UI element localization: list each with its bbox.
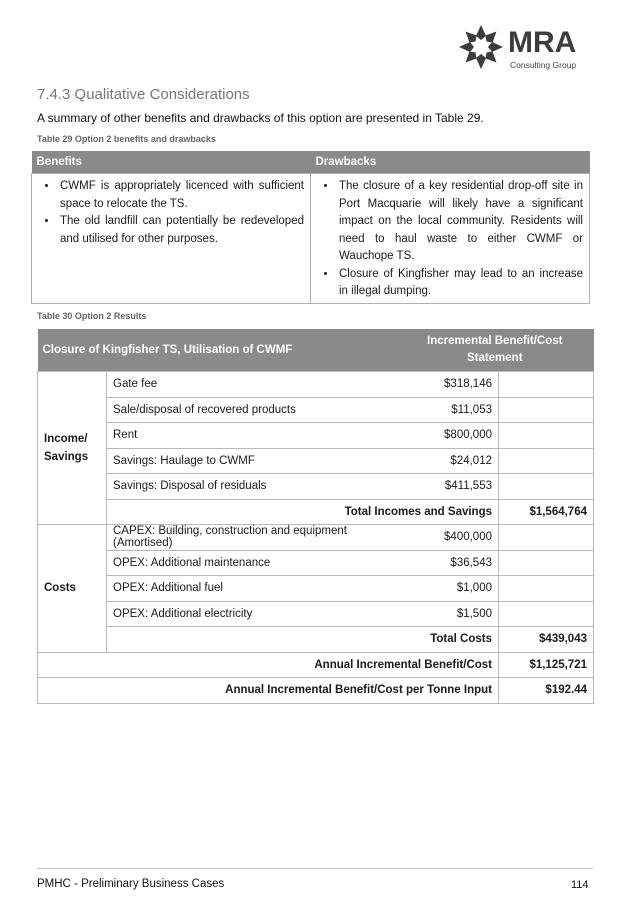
table-row [38,601,594,627]
table-row [38,576,594,602]
row-label: Savings: Disposal of residuals [107,474,397,500]
row-label: Savings: Haulage to CWMF [107,448,397,474]
list-item: • Closure of Kingfisher may lead to an increase in illegal dumping. [337,266,583,301]
income-total-value: $1,564,764 [499,499,594,525]
mra-logo-icon [456,22,506,72]
list-item: • The old landfill can potentially be redeveloped and utilised for other purposes. [58,213,304,248]
table-row [38,423,594,449]
list-item: • The closure of a key residential drop-off site in Port Macquarie will likely have a significant impact on the local community. Residents will need to haul waste to either CWMF or Wauchope TS. [337,178,583,266]
costs-group-label: Costs [38,525,107,653]
row-label: CAPEX: Building, construction and equipment (Amortised) [107,525,397,551]
option2-results-table [37,329,594,704]
footer-divider [37,868,593,869]
table29-caption: Table 29 Option 2 benefits and drawbacks [37,134,216,144]
drawbacks-cell [311,174,590,304]
mra-logo [456,22,596,76]
table30-caption: Table 30 Option 2 Results [37,311,147,321]
annual-row [38,652,594,678]
row-value: $800,000 [396,423,499,449]
row-total-empty [499,601,594,627]
row-total-empty [499,525,594,551]
benefits-cell [32,174,311,304]
row-value: $1,000 [396,576,499,602]
results-header-right: Incremental Benefit/Cost Statement [396,329,594,372]
logo-text: MRA [508,26,577,59]
drawbacks-list [317,178,583,301]
row-total-empty [499,576,594,602]
per-tonne-row [38,678,594,704]
page-number: 114 [571,879,589,891]
results-header-left: Closure of Kingfisher TS, Utilisation of CWMF [38,329,397,372]
income-group-label: Income/ Savings [38,372,107,525]
row-total-empty [499,448,594,474]
row-label: OPEX: Additional electricity [107,601,397,627]
row-total-empty [499,372,594,398]
table-row [38,397,594,423]
list-item: • CWMF is appropriately licenced with sufficient space to relocate the TS. [58,178,304,213]
row-total-empty [499,550,594,576]
row-total-empty [499,397,594,423]
row-total-empty [499,474,594,500]
table-row [38,448,594,474]
benefits-header: Benefits [32,151,311,174]
footer-title: PMHC - Preliminary Business Cases [37,878,225,890]
row-value: $318,146 [396,372,499,398]
row-label: OPEX: Additional fuel [107,576,397,602]
income-total-label: Total Incomes and Savings [107,499,499,525]
costs-total-label: Total Costs [107,627,499,653]
row-label: Rent [107,423,397,449]
table-row [38,550,594,576]
row-value: $400,000 [396,525,499,551]
row-label: Sale/disposal of recovered products [107,397,397,423]
table-row [38,525,594,551]
intro-paragraph: A summary of other benefits and drawbacks of this option are presented in Table 29. [37,111,484,125]
row-label: OPEX: Additional maintenance [107,550,397,576]
row-total-empty [499,423,594,449]
row-value: $36,543 [396,550,499,576]
per-tonne-value: $192.44 [499,678,594,704]
row-value: $411,553 [396,474,499,500]
costs-total-row [38,627,594,653]
benefits-list [38,178,304,248]
row-value: $1,500 [396,601,499,627]
row-value: $11,053 [396,397,499,423]
income-total-row [38,499,594,525]
per-tonne-label: Annual Incremental Benefit/Cost per Tonne Input [38,678,499,704]
table-row [38,474,594,500]
row-value: $24,012 [396,448,499,474]
benefits-drawbacks-table [31,151,590,304]
table-row [38,372,594,398]
annual-value: $1,125,721 [499,652,594,678]
section-heading: 7.4.3 Qualitative Considerations [37,86,250,103]
costs-total-value: $439,043 [499,627,594,653]
annual-label: Annual Incremental Benefit/Cost [38,652,499,678]
row-label: Gate fee [107,372,397,398]
logo-subtitle: Consulting Group [510,60,577,70]
drawbacks-header: Drawbacks [311,151,590,174]
